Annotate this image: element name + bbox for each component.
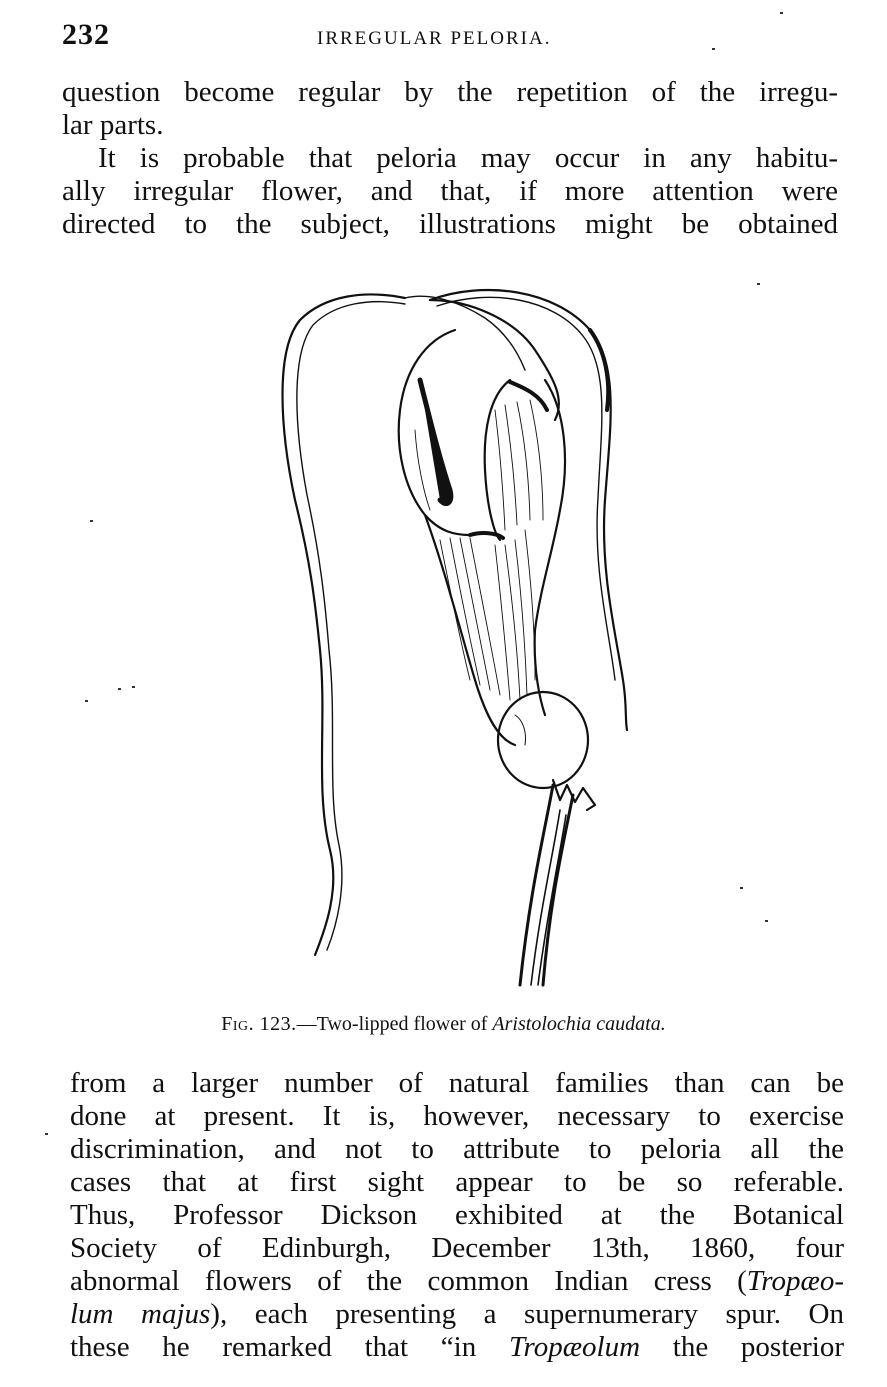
text-line: lar parts. xyxy=(62,109,164,141)
text-line: discrimination, and not to attribute to peloria all the xyxy=(70,1133,844,1165)
stem xyxy=(520,785,553,985)
print-speck xyxy=(712,48,715,50)
figure-illustration xyxy=(255,270,635,990)
text-line xyxy=(70,1331,844,1364)
caption-species: Aristolochia caudata. xyxy=(492,1013,666,1035)
aristolochia-flower-engraving xyxy=(255,270,635,990)
text-line: from a larger number of natural families than can be xyxy=(70,1067,844,1099)
italic-term: lum majus xyxy=(70,1298,211,1330)
print-speck xyxy=(132,686,135,688)
text-fragment: these he remarked that “in xyxy=(70,1331,509,1363)
caption-text: —Two-lipped flower of xyxy=(296,1013,493,1035)
running-head xyxy=(62,18,838,54)
print-speck xyxy=(90,520,93,522)
text-line: done at present. It is, however, necessary to exercise xyxy=(70,1100,844,1132)
italic-term: Tropæolum xyxy=(508,1331,641,1363)
text-line: Thus, Professor Dickson exhibited at the Botanical xyxy=(70,1199,844,1231)
right-lobe xyxy=(485,380,510,540)
text-line: It is probable that peloria may occur in any habitu- xyxy=(98,142,838,174)
italic-term: Tropæo- xyxy=(746,1265,844,1297)
top-paragraph xyxy=(62,76,838,241)
text-line: directed to the subject, illustrations might be obtained xyxy=(62,208,838,240)
text-line xyxy=(70,1265,844,1298)
left-tail xyxy=(283,294,406,955)
print-speck xyxy=(780,12,783,14)
print-speck xyxy=(740,887,743,889)
text-fragment: the posterior xyxy=(640,1331,844,1363)
page-number: 232 xyxy=(62,18,110,51)
figure-caption xyxy=(0,1013,887,1036)
print-speck xyxy=(118,688,121,690)
print-speck xyxy=(85,700,88,702)
text-line: ally irregular flower, and that, if more attention were xyxy=(62,175,838,207)
print-speck xyxy=(765,920,768,922)
running-title: IRREGULAR PELORIA. xyxy=(317,28,552,49)
text-line: cases that at first sight appear to be so referable. xyxy=(70,1166,844,1198)
bottom-paragraph xyxy=(70,1067,844,1364)
text-line: Society of Edinburgh, December 13th, 1860, four xyxy=(70,1232,844,1264)
text-fragment: abnormal flowers of the common Indian cress ( xyxy=(70,1265,747,1297)
text-fragment: ), each presenting a supernumerary spur. On xyxy=(210,1298,844,1330)
text-line xyxy=(70,1298,844,1331)
caption-label: Fig. 123. xyxy=(221,1013,297,1035)
flower-tube xyxy=(425,515,515,745)
print-speck xyxy=(757,283,760,285)
text-line: question become regular by the repetition of the irregu- xyxy=(62,76,838,108)
print-speck xyxy=(45,1133,48,1135)
